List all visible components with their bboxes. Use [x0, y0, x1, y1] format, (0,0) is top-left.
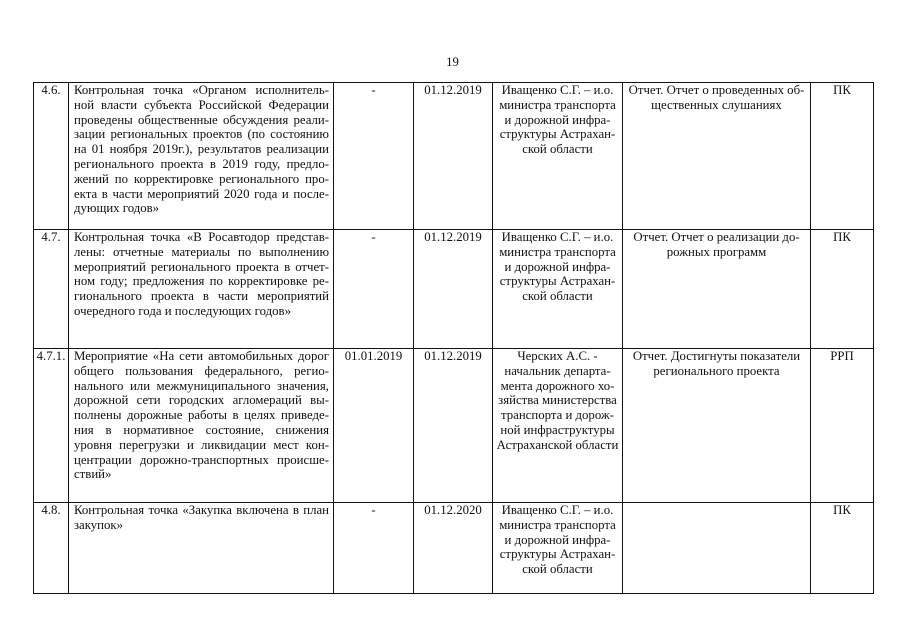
text-line: мероприятий регионального проекта в отчет-	[74, 259, 329, 274]
text-line: ской области	[522, 562, 593, 577]
text-line: ской области	[522, 289, 593, 304]
text-line: регионального проекта	[653, 363, 780, 378]
cell-description	[69, 83, 334, 230]
text-line: и дорожной инфра-	[504, 259, 611, 274]
cell-start-date: -	[334, 83, 414, 230]
cell-responsible	[493, 503, 623, 594]
text-line: дующих годов»	[74, 201, 160, 216]
text-line: Отчет. Отчет о проведенных об-	[628, 83, 805, 97]
text-line: полнены дорожные работы в целях приведе-	[74, 408, 329, 423]
text-line: нального или межмуниципального значения,	[74, 378, 329, 393]
cell-start-date: 01.01.2019	[334, 349, 414, 503]
text-line: и дорожной инфра-	[504, 532, 611, 547]
text-line: Иващенко С.Г. – и.о.	[501, 503, 614, 517]
text-line: Отчет. Отчет о реализации до-	[633, 230, 800, 244]
cell-number: 4.8.	[34, 503, 69, 594]
text-line: общего пользования федерального, регио-	[74, 363, 329, 378]
cell-level: ПК	[811, 230, 874, 349]
cell-end-date: 01.12.2019	[414, 349, 493, 503]
text-line: начальник департа-	[504, 363, 611, 378]
text-line: ской области	[522, 142, 593, 157]
plan-table	[33, 82, 874, 594]
text-line: Мероприятие «На сети автомобильных дорог	[74, 349, 329, 363]
cell-end-date: 01.12.2019	[414, 230, 493, 349]
text-line: ствий»	[74, 467, 112, 482]
cell-number: 4.7.1.	[34, 349, 69, 503]
text-line: Контрольная точка «Закупка включена в план	[74, 503, 329, 517]
text-line: жений по корректировке регионального про-	[74, 171, 329, 186]
cell-result	[623, 349, 811, 503]
cell-responsible	[493, 230, 623, 349]
text-line: структуры Астрахан-	[499, 274, 616, 289]
cell-description	[69, 503, 334, 594]
text-line: ния в нормативное состояние, снижения	[74, 422, 329, 437]
text-line: Контрольная точка «Органом исполнитель-	[74, 83, 329, 97]
cell-description	[69, 230, 334, 349]
text-line: Контрольная точка «В Росавтодор представ-	[74, 230, 329, 244]
text-line: на 01 ноября 2019г.), результатов реализации	[74, 142, 329, 157]
cell-level: ПК	[811, 83, 874, 230]
text-line: проведены общественные обсуждения реали-	[74, 112, 329, 127]
cell-number: 4.7.	[34, 230, 69, 349]
text-line: Иващенко С.Г. – и.о.	[501, 83, 614, 97]
text-line: ной власти субъекта Российской Федерации	[74, 97, 329, 112]
text-line: зяйства министерства	[498, 393, 617, 408]
text-line: Астраханской области	[496, 437, 619, 452]
cell-end-date: 01.12.2019	[414, 83, 493, 230]
text-line: ной инфраструктуры	[500, 422, 615, 437]
cell-responsible	[493, 83, 623, 230]
text-line: министра транспорта	[499, 244, 616, 259]
cell-description	[69, 349, 334, 503]
cell-level: РРП	[811, 349, 874, 503]
text-line: регионального проекта в 2019 году, предло-	[74, 156, 329, 171]
text-line: и дорожной инфра-	[504, 112, 611, 127]
text-line: щественных слушаниях	[651, 97, 782, 112]
cell-start-date: -	[334, 230, 414, 349]
text-line: транспорта и дорож-	[501, 408, 614, 423]
cell-result	[623, 503, 811, 594]
text-line: екта в части мероприятий 2020 года и после-	[74, 186, 329, 201]
text-line: дорожной сети городских агломераций вы-	[74, 393, 329, 408]
text-line: мента дорожного хо-	[500, 378, 615, 393]
text-line: министра транспорта	[499, 97, 616, 112]
text-line: Черских А.С. -	[517, 349, 598, 363]
text-line: министра транспорта	[499, 517, 616, 532]
cell-responsible	[493, 349, 623, 503]
text-line: зации региональных проектов (по состоянию	[74, 127, 329, 142]
text-line: лены: отчетные материалы по выполнению	[74, 244, 329, 259]
cell-result	[623, 83, 811, 230]
text-line: уровня перегрузки и ликвидации мест кон-	[74, 437, 329, 452]
cell-number: 4.6.	[34, 83, 69, 230]
cell-result	[623, 230, 811, 349]
cell-end-date: 01.12.2020	[414, 503, 493, 594]
text-line: структуры Астрахан-	[499, 547, 616, 562]
text-line: гионального проекта в части мероприятий	[74, 289, 329, 304]
text-line: закупок»	[74, 517, 124, 532]
text-line: структуры Астрахан-	[499, 127, 616, 142]
cell-level: ПК	[811, 503, 874, 594]
text-line: рожных программ	[666, 244, 767, 259]
text-line: центрации дорожно-транспортных происше-	[74, 452, 329, 467]
text-line: очередного года и последующих годов»	[74, 303, 291, 318]
page-number: 19	[446, 55, 459, 69]
cell-start-date: -	[334, 503, 414, 594]
text-line: Иващенко С.Г. – и.о.	[501, 230, 614, 244]
text-line: Отчет. Достигнуты показатели	[632, 349, 801, 363]
text-line: ном году; предложения по корректировке ре-	[74, 274, 329, 289]
